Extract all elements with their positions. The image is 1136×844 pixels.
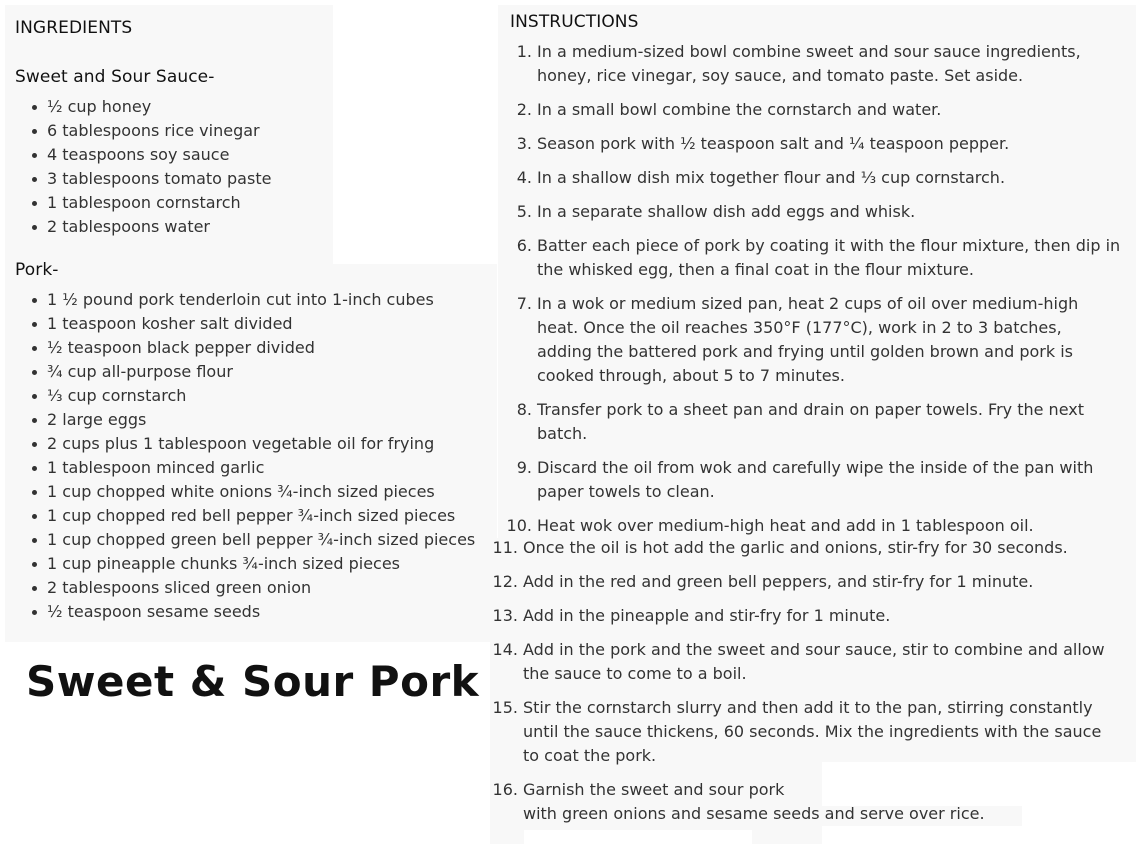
step-number: 7. <box>516 294 532 313</box>
step-text: Add in the red and green bell peppers, and stir-fry for 1 minute. <box>523 572 1034 591</box>
step-text: In a shallow dish mix together flour and ⅓ cup cornstarch. <box>537 168 1006 187</box>
ingredient-item: 1 tablespoon minced garlic <box>15 456 475 480</box>
recipe-title: Sweet & Sour Pork <box>26 657 480 706</box>
instruction-steps-first <box>505 40 1136 548</box>
instruction-step <box>491 604 1136 628</box>
ingredients-heading: INGREDIENTS <box>15 18 133 38</box>
instruction-step <box>505 234 1136 282</box>
instruction-step <box>505 398 1136 446</box>
step-text: In a medium-sized bowl combine sweet and sour sauce ingredients, honey, rice vinegar, soy sauce, and tomato paste. Set aside. <box>537 42 1081 85</box>
ingredient-item: ½ teaspoon sesame seeds <box>15 600 475 624</box>
step-number: 13. <box>492 606 518 625</box>
step-number: 6. <box>516 236 532 255</box>
step-text: Batter each piece of pork by coating it with the flour mixture, then dip in the whisked egg, then a final coat in the flour mixture. <box>537 236 1121 279</box>
step-text: In a separate shallow dish add eggs and whisk. <box>537 202 916 221</box>
step-text: Add in the pork and the sweet and sour sauce, stir to combine and allow the sauce to come to a boil. <box>523 640 1105 683</box>
instruction-step <box>505 292 1136 388</box>
ingredient-item: 1 tablespoon cornstarch <box>15 191 271 215</box>
step-text: Season pork with ½ teaspoon salt and ¼ teaspoon pepper. <box>537 134 1010 153</box>
step-number: 12. <box>492 572 518 591</box>
ingredients-blank-area <box>333 8 497 264</box>
sauce-ingredient-list <box>15 95 271 239</box>
ingredient-item: 2 tablespoons sliced green onion <box>15 576 475 600</box>
instruction-step <box>491 570 1136 594</box>
instruction-step <box>491 536 1136 560</box>
instruction-step <box>505 132 1136 156</box>
ingredient-item: 2 tablespoons water <box>15 215 271 239</box>
ingredient-item: 3 tablespoons tomato paste <box>15 167 271 191</box>
step-number: 9. <box>516 458 532 477</box>
sauce-section-title: Sweet and Sour Sauce- <box>15 67 215 87</box>
ingredient-item: 1 cup pineapple chunks ¾-inch sized pieces <box>15 552 475 576</box>
ingredient-item: 2 cups plus 1 tablespoon vegetable oil for frying <box>15 432 475 456</box>
step-number: 15. <box>492 698 518 717</box>
ingredient-item: 1 cup chopped white onions ¾-inch sized pieces <box>15 480 475 504</box>
instruction-step <box>505 456 1136 504</box>
step-text: Discard the oil from wok and carefully wipe the inside of the pan with paper towels to clean. <box>537 458 1094 501</box>
ingredient-item: 1 cup chopped red bell pepper ¾-inch sized pieces <box>15 504 475 528</box>
step-number: 1. <box>516 42 532 61</box>
instruction-step <box>505 200 1136 224</box>
step-number: 14. <box>492 640 518 659</box>
instruction-step <box>491 778 1136 826</box>
ingredient-item: 1 teaspoon kosher salt divided <box>15 312 475 336</box>
step-number: 5. <box>516 202 532 221</box>
step-text: In a wok or medium sized pan, heat 2 cups of oil over medium-high heat. Once the oil reaches 350°F (177°C), work in 2 to 3 batches, adding the battered pork and frying until golden brown and pork is cooked through, about 5 to 7 minutes. <box>537 294 1079 385</box>
instructions-heading: INSTRUCTIONS <box>510 12 639 32</box>
instruction-step <box>505 98 1136 122</box>
ingredient-item: 4 teaspoons soy sauce <box>15 143 271 167</box>
step-number: 2. <box>516 100 532 119</box>
step-number: 10. <box>506 516 532 535</box>
step-text: In a small bowl combine the cornstarch and water. <box>537 100 942 119</box>
ingredient-item: ½ teaspoon black pepper divided <box>15 336 475 360</box>
step-text: Garnish the sweet and sour pork with green onions and sesame seeds and serve over rice. <box>523 780 985 823</box>
step-text: Stir the cornstarch slurry and then add it to the pan, stirring constantly until the sauce thickens, 60 seconds. Mix the ingredients with the sauce to coat the pork. <box>523 698 1102 765</box>
instruction-steps-second <box>491 536 1136 836</box>
ingredient-item: ¾ cup all-purpose flour <box>15 360 475 384</box>
instruction-step <box>491 696 1136 768</box>
pork-section-title: Pork- <box>15 260 59 280</box>
ingredient-item: 1 cup chopped green bell pepper ¾-inch sized pieces <box>15 528 475 552</box>
step-text: Heat wok over medium-high heat and add in 1 tablespoon oil. <box>537 516 1034 535</box>
step-text: Add in the pineapple and stir-fry for 1 minute. <box>523 606 891 625</box>
instruction-step <box>491 638 1136 686</box>
step-number: 4. <box>516 168 532 187</box>
ingredient-item: ½ cup honey <box>15 95 271 119</box>
step-number: 11. <box>492 538 518 557</box>
pork-ingredient-list <box>15 288 475 624</box>
instruction-step <box>505 514 1136 538</box>
ingredient-item: 6 tablespoons rice vinegar <box>15 119 271 143</box>
step-text: Transfer pork to a sheet pan and drain on paper towels. Fry the next batch. <box>537 400 1084 443</box>
step-number: 8. <box>516 400 532 419</box>
step-number: 3. <box>516 134 532 153</box>
instruction-step <box>505 40 1136 88</box>
ingredient-item: 1 ½ pound pork tenderloin cut into 1-inch cubes <box>15 288 475 312</box>
step-text: Once the oil is hot add the garlic and onions, stir-fry for 30 seconds. <box>523 538 1068 557</box>
ingredient-item: ⅓ cup cornstarch <box>15 384 475 408</box>
ingredient-item: 2 large eggs <box>15 408 475 432</box>
instruction-step <box>505 166 1136 190</box>
step-number: 16. <box>492 780 518 799</box>
